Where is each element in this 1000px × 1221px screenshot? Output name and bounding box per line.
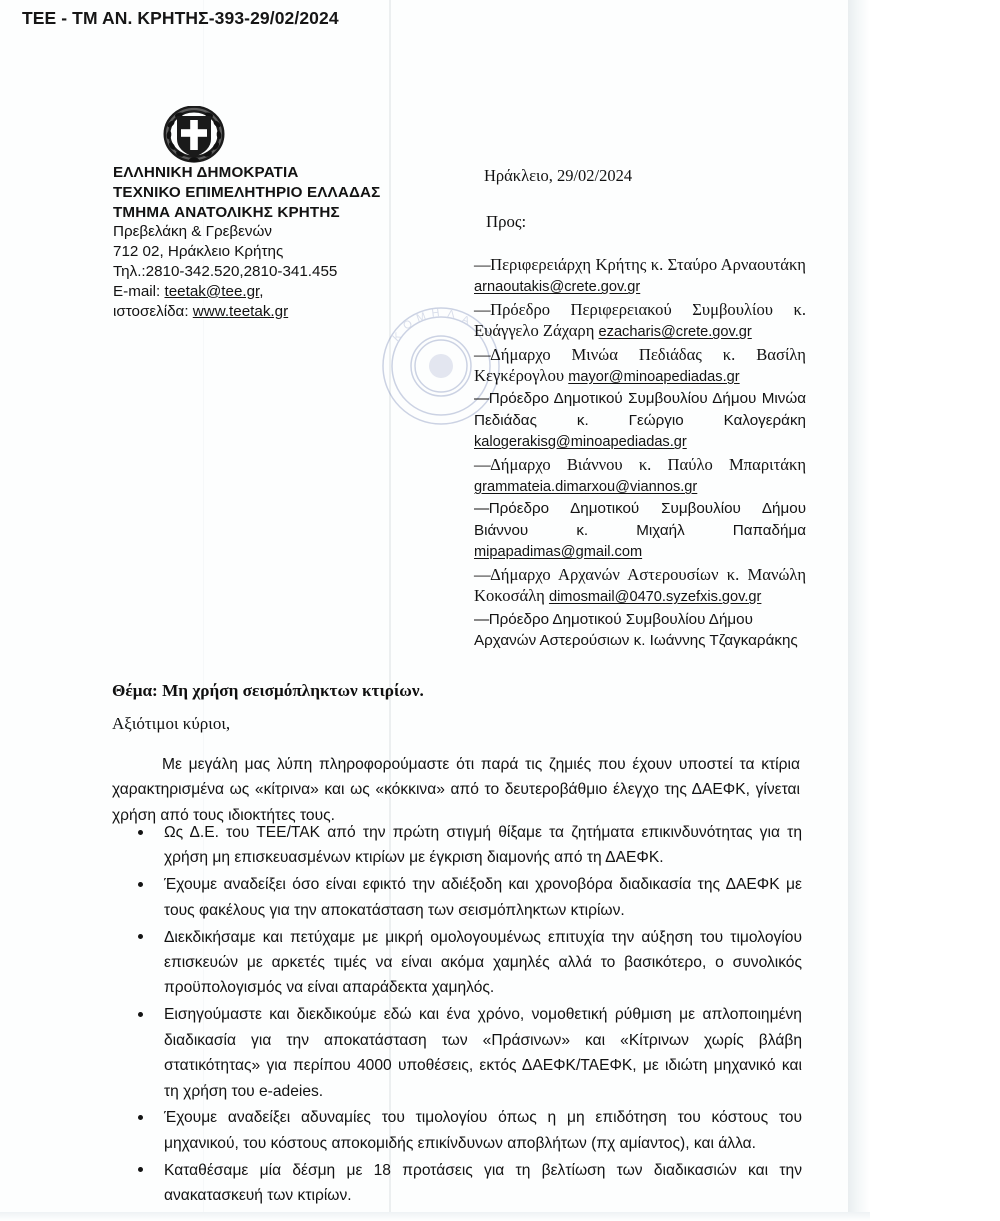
list-item — [112, 1158, 802, 1209]
recipient-dash: — — [474, 299, 491, 319]
recipient-dash: — — [474, 454, 491, 474]
letterhead-email-row — [113, 282, 443, 302]
list-item — [112, 872, 802, 923]
recipient-dash: — — [474, 500, 489, 518]
page-bottom-edge-shadow — [0, 1212, 870, 1221]
recipient-item — [474, 254, 806, 299]
recipient-item — [474, 388, 806, 453]
email-link[interactable]: teetak@tee.gr — [164, 282, 260, 300]
recipient-dash: — — [474, 255, 491, 274]
svg-text:Ο: Ο — [401, 316, 417, 333]
recipient-name: Πρόεδρο Δημοτικού Συμβουλίου Δήμου Μινώα Πεδιάδας κ. Γεώργιο Καλογεράκη — [474, 390, 806, 429]
recipient-email[interactable]: grammateia.dimarxou@viannos.gr — [474, 479, 698, 496]
recipient-name: Δήμαρχο Βιάννου κ. Παύλο Μπαριτάκη — [490, 454, 806, 474]
recipient-dash: — — [474, 344, 491, 364]
recipients-to-label: Προς: — [486, 212, 527, 231]
recipient-name: Περιφερειάρχη Κρήτης κ. Σταύρο Αρναουτάκη — [490, 255, 806, 274]
bullet-dot-icon — [138, 1012, 143, 1017]
email-label: E-mail: — [113, 282, 165, 300]
recipient-item — [474, 564, 806, 609]
recipient-email[interactable]: ezacharis@crete.gov.gr — [598, 324, 752, 341]
list-item-text: Εισηγούμαστε και διεκδικούμε εδώ και ένα χρόνο, νομοθετική ρύθμιση με απλοποιημένη διαδικασία για την αποκατάσταση των «Πράσινων» και «Κίτρινων χωρίς βλάβη στατικότητας» για περίπου 4000 υποθέσεις, εκτός ΔΑΕΦΚ/ΤΑΕΦΚ, με ιδιώτη μηχανικό και τη χρήση του e-adeies. — [164, 1006, 802, 1100]
intro-paragraph: Με μεγάλη μας λύπη πληροφορούμαστε ότι παρά τις ζημιές που έχουν υποστεί τα κτίρια χαρακτηρισμένα ως «κίτρινα» και ως «κόκκινα» από το δευτεροβάθμιο έλεγχο της ΔΑΕΦΚ, γίνεται χρήση από τους ιδιοκτήτες τους. — [112, 756, 800, 824]
recipient-name: Δήμαρχο Αρχανών Αστερουσίων κ. Μανώλη Κοκοσάλη — [474, 564, 806, 606]
website-link[interactable]: www.teetak.gr — [192, 302, 289, 320]
salutation-line: Αξιότιμοι κύριοι, — [112, 714, 231, 733]
bullet-dot-icon — [138, 934, 143, 939]
bullet-dot-icon — [138, 882, 143, 887]
document-id-header: ΤΕΕ - ΤΜ ΑΝ. ΚΡΗΤΗΣ-393-29/02/2024 — [22, 8, 339, 28]
recipient-item — [474, 609, 806, 652]
svg-text:Η: Η — [430, 306, 443, 320]
recipient-dash: — — [474, 390, 489, 408]
recipient-name: Πρόεδρο Δημοτικού Συμβουλίου Δήμου Αρχανών Αστερούσιων κ. Ιωάννης Τζαγκαράκης — [474, 610, 798, 649]
svg-text:Λ: Λ — [446, 308, 458, 322]
recipient-name: Πρόεδρο Δημοτικού Συμβουλίου Δήμου Βιάννου κ. Μιχαήλ Παπαδήμα — [474, 500, 806, 539]
letterhead-address-street: Πρεβελάκη & Γρεβενών — [113, 223, 272, 241]
bullet-list — [112, 820, 802, 1210]
bullet-dot-icon — [138, 1115, 143, 1120]
letterhead-line-1: ΕΛΛΗΝΙΚΗ ΔΗΜΟΚΡΑΤΙΑ — [113, 164, 299, 181]
list-item — [112, 1105, 802, 1156]
svg-text:Μ: Μ — [414, 309, 430, 325]
recipient-name: Δήμαρχο Μινώα Πεδιάδας κ. Βασίλη Κεγκέρογλου — [474, 344, 806, 386]
recipient-email[interactable]: arnaoutakis@crete.gov.gr — [474, 279, 641, 296]
recipient-name: Πρόεδρο Περιφερειακού Συμβουλίου κ. Ευάγγελο Ζάχαρη — [474, 299, 806, 341]
letterhead-line-3: ΤΜΗΜΑ ΑΝΑΤΟΛΙΚΗΣ ΚΡΗΤΗΣ — [113, 203, 340, 221]
recipient-email[interactable]: dimosmail@0470.syzefxis.gov.gr — [548, 589, 762, 606]
list-item-text: Διεκδικήσαμε και πετύχαμε με μικρή ομολογουμένως επιτυχία την αύξηση του τιμολογίου επισκευών με αρκετές τιμές να είναι ακόμα χαμηλές αλλά το βασικότερο, ο συνολικός προϋπολογισμός να είναι απαράδεκτα χαμηλός. — [164, 928, 802, 997]
recipient-item — [474, 498, 806, 563]
greek-republic-coat-of-arms-icon — [163, 106, 225, 164]
subject-line: Θέμα: Μη χρήση σεισμόπληκτων κτιρίων. — [112, 681, 424, 700]
list-item — [112, 820, 802, 871]
recipient-email[interactable]: mayor@minoapediadas.gr — [568, 369, 740, 386]
list-item-text: Έχουμε αναδείξει αδυναμίες του τιμολογίου όπως η μη επιδότηση του κόστους του μηχανικού, του κόστους αποκομιδής επικίνδυνων αποβλήτων (πχ αμίαντος), και άλλα. — [164, 1109, 802, 1152]
letterhead-phone: Τηλ.:2810-342.520,2810-341.455 — [113, 262, 338, 280]
bullet-dot-icon — [138, 1167, 143, 1172]
bullet-dot-icon — [138, 830, 143, 835]
website-label: ιστοσελίδα: — [113, 302, 193, 320]
recipients-list — [474, 254, 806, 651]
svg-text:Α: Α — [459, 313, 473, 329]
recipient-email[interactable]: kalogerakisg@minoapediadas.gr — [474, 434, 687, 451]
recipient-dash: — — [474, 610, 489, 628]
recipient-dash: — — [474, 564, 491, 584]
list-item — [112, 925, 802, 1001]
letterhead-address-city: 712 02, Ηράκλειο Κρήτης — [113, 243, 284, 261]
recipient-item — [474, 344, 806, 389]
list-item-text: Καταθέσαμε μία δέσμη με 18 προτάσεις για τη βελτίωση των διαδικασιών και την ανακατασκευή των κτιρίων. — [164, 1161, 802, 1205]
page-right-edge-shadow — [848, 0, 870, 1212]
recipient-email[interactable]: mipapadimas@gmail.com — [474, 544, 643, 561]
list-item-text: Έχουμε αναδείξει όσο είναι εφικτό την αδιέξοδη και χρονοβόρα διαδικασία της ΔΑΕΦΚ με τους φακέλους για την αποκατάσταση των σεισμόπληκτων κτιρίων. — [164, 876, 802, 919]
list-item — [112, 1002, 802, 1104]
document-date: Ηράκλειο, 29/02/2024 — [484, 166, 633, 185]
recipient-item — [474, 299, 806, 344]
letterhead-line-2: ΤΕΧΝΙΚΟ ΕΠΙΜΕΛΗΤΗΡΙΟ ΕΛΛΑΔΑΣ — [113, 183, 381, 201]
list-item-text: Ως Δ.Ε. του ΤΕΕ/ΤΑΚ από την πρώτη στιγμή θίξαμε τα ζητήματα επικινδυνότητας για τη χρήση μη επισκευασμένων κτιρίων με έγκριση διαμονής από τη ΔΑΕΦΚ. — [164, 824, 802, 867]
letterhead-website-row — [113, 302, 443, 322]
recipient-item — [474, 454, 806, 499]
letterhead-block — [113, 163, 443, 321]
email-comma: , — [259, 282, 264, 300]
svg-text:Κ: Κ — [390, 329, 406, 345]
